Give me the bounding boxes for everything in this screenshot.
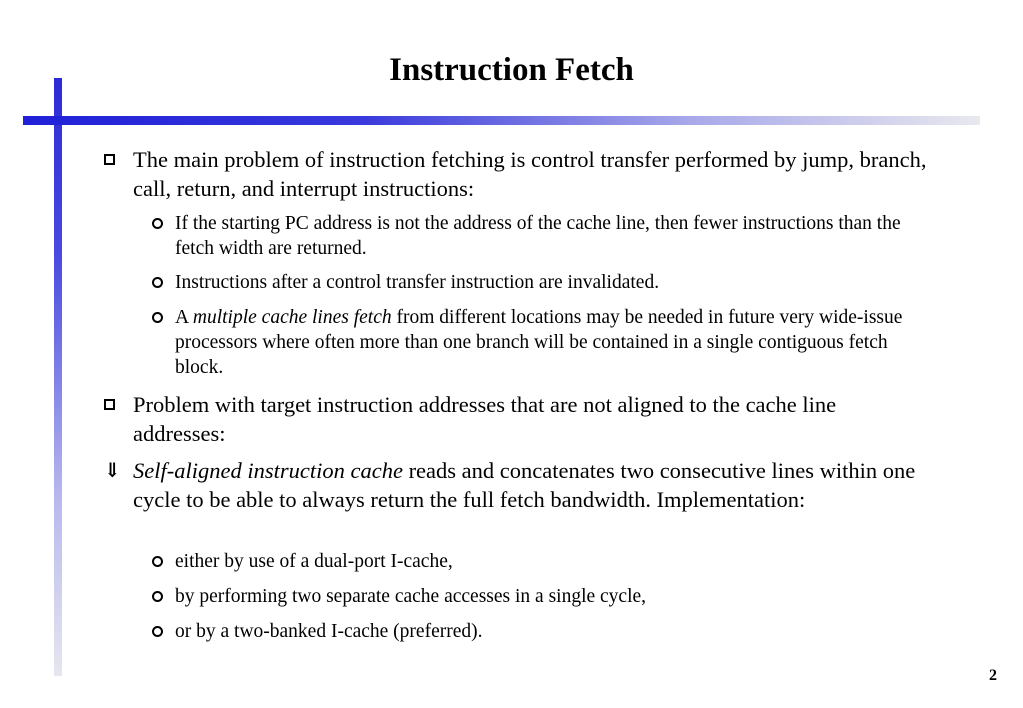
horizontal-accent-bar	[23, 116, 980, 125]
sub-bullet-multiple-fetch	[175, 305, 915, 380]
italic-term: multiple cache lines fetch	[192, 307, 392, 328]
text-suffix: from different locations may be needed in future very wide-issue processors where often more than one branch will be contained in a single contiguous fetch block.	[175, 307, 903, 378]
bullet-self-aligned-cache	[133, 457, 933, 514]
square-bullet-icon	[104, 391, 115, 420]
circle-bullet-icon	[152, 549, 163, 574]
circle-bullet-icon	[152, 584, 163, 609]
circle-bullet-icon	[152, 270, 163, 295]
sub-bullet-two-banked: or by a two-banked I-cache (preferred).	[175, 621, 483, 642]
italic-term: Self-aligned instruction cache	[133, 458, 403, 483]
bullet-target-alignment: Problem with target instruction addresses that are not aligned to the cache line addresses:	[133, 392, 837, 446]
down-arrow-bullet-icon: ⇓	[104, 460, 121, 482]
page-number: 2	[989, 667, 997, 684]
vertical-accent-bar	[54, 78, 62, 676]
text-prefix: A	[175, 307, 193, 328]
text-suffix: reads and concatenates two consecutive lines within one cycle to be able to always return the full fetch bandwidth. Implementation:	[133, 458, 916, 512]
circle-bullet-icon	[152, 305, 163, 330]
bullet-main-problem: The main problem of instruction fetching is control transfer performed by jump, branch, call, return, and interrupt instructions:	[133, 147, 927, 201]
slide-title: Instruction Fetch	[389, 52, 634, 88]
sub-bullet-dual-port: either by use of a dual-port I-cache,	[175, 551, 453, 572]
circle-bullet-icon	[152, 211, 163, 236]
sub-bullet-pc-address: If the starting PC address is not the address of the cache line, then fewer instructions than the fetch width are returned.	[175, 213, 901, 259]
sub-bullet-separate-accesses: by performing two separate cache accesses in a single cycle,	[175, 586, 647, 607]
circle-bullet-icon	[152, 619, 163, 644]
square-bullet-icon	[104, 146, 115, 175]
sub-bullet-invalidated: Instructions after a control transfer instruction are invalidated.	[175, 272, 660, 293]
